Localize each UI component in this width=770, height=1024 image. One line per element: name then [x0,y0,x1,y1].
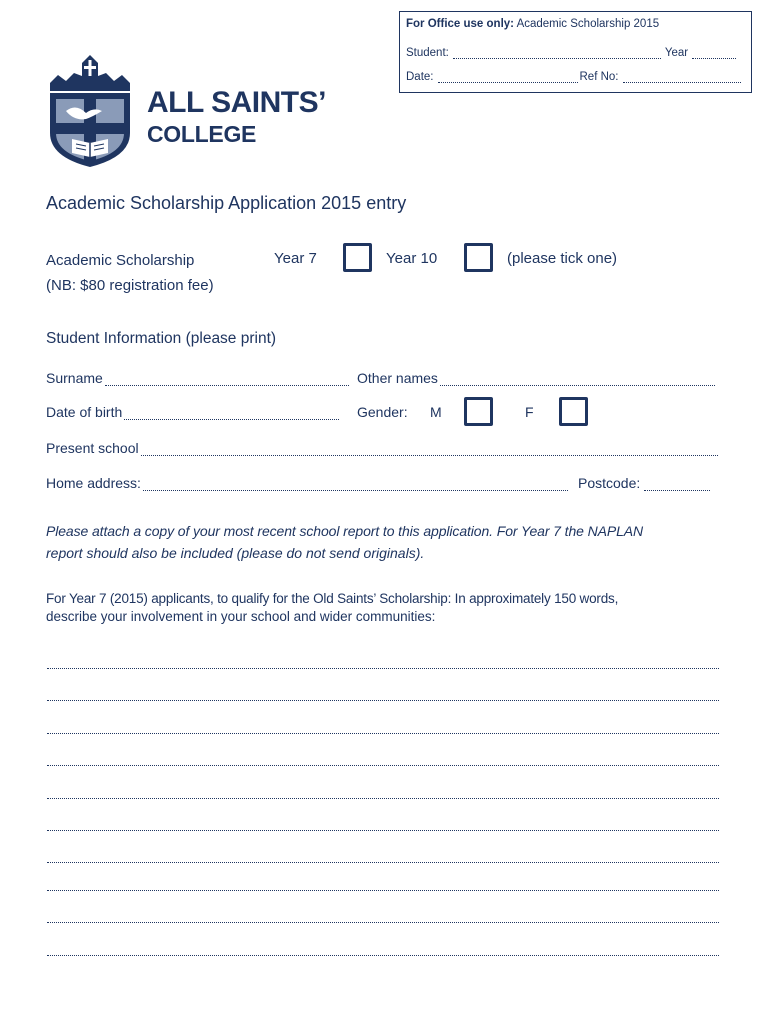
essay-answer-line[interactable] [47,830,719,831]
surname-row [46,370,349,386]
student-info-heading: Student Information [46,330,182,347]
gender-female-label: F [525,404,534,420]
dob-field[interactable] [124,407,339,420]
office-scholarship: Academic Scholarship 2015 [516,18,660,30]
office-heading: For Office use only: [406,18,514,30]
postcode-label: Postcode: [578,475,641,491]
year10-checkbox[interactable] [464,243,493,272]
office-heading-row [406,18,659,30]
essay-answer-line[interactable] [47,798,719,799]
logo-title: ALL SAINTS’ [147,86,326,119]
office-student-label: Student: [406,47,449,59]
essay-prompt-line2: describe your involvement in your school and wider communities: [46,609,436,624]
year10-label: Year 10 [386,250,438,267]
office-ref-field[interactable] [623,72,741,83]
gender-male-label: M [430,404,442,420]
year7-checkbox[interactable] [343,243,372,272]
present-school-field[interactable] [141,443,718,456]
office-date-row [406,71,741,83]
gender-male-checkbox[interactable] [464,397,493,426]
home-address-row [46,475,568,491]
gender-label: Gender: [357,404,408,420]
student-info-heading-row [46,330,276,348]
other-names-field[interactable] [440,373,715,386]
essay-answer-line[interactable] [47,733,719,734]
home-address-field[interactable] [143,478,568,491]
attach-note-line1: Please attach a copy of your most recent school report to this application. For Year 7 the NAPLAN [46,523,644,539]
essay-prompt-line1: For Year 7 (2015) applicants, to qualify for the Old Saints’ Scholarship: In approximately 150 words, [46,591,619,606]
essay-answer-line[interactable] [47,862,719,863]
form-title: Academic Scholarship Application 2015 entry [46,193,407,213]
office-use-box [399,11,752,93]
office-student-row [406,47,736,59]
college-crest-icon [44,53,136,169]
present-school-row [46,440,718,456]
office-year-field[interactable] [692,48,736,59]
essay-answer-line[interactable] [47,765,719,766]
scholarship-fee: (NB: $80 registration fee) [46,277,214,294]
essay-answer-line[interactable] [47,922,719,923]
postcode-field[interactable] [644,478,710,491]
dob-label: Date of birth [46,404,123,420]
scholarship-label: Academic Scholarship [46,252,195,269]
surname-field[interactable] [105,373,349,386]
student-info-note: (please print) [185,330,277,347]
essay-answer-line[interactable] [47,700,719,701]
dob-row [46,404,339,420]
postcode-row [578,475,710,491]
office-date-field[interactable] [438,72,578,83]
essay-answer-line[interactable] [47,890,719,891]
essay-answer-line[interactable] [47,668,719,669]
home-address-label: Home address: [46,475,141,491]
office-student-field[interactable] [453,48,661,59]
present-school-label: Present school [46,440,139,456]
office-year-label: Year [664,47,689,59]
logo-subtitle: COLLEGE [147,121,257,147]
attach-note-line2: report should also be included (please do not send originals). [46,545,425,561]
other-names-row [357,370,715,386]
gender-female-checkbox[interactable] [559,397,588,426]
essay-answer-line[interactable] [47,955,719,956]
office-date-label: Date: [406,71,434,83]
tick-instruction: (please tick one) [507,250,618,267]
other-names-label: Other names [357,370,438,386]
office-ref-label: Ref No: [579,71,619,83]
year7-label: Year 7 [274,250,317,267]
surname-label: Surname [46,370,103,386]
